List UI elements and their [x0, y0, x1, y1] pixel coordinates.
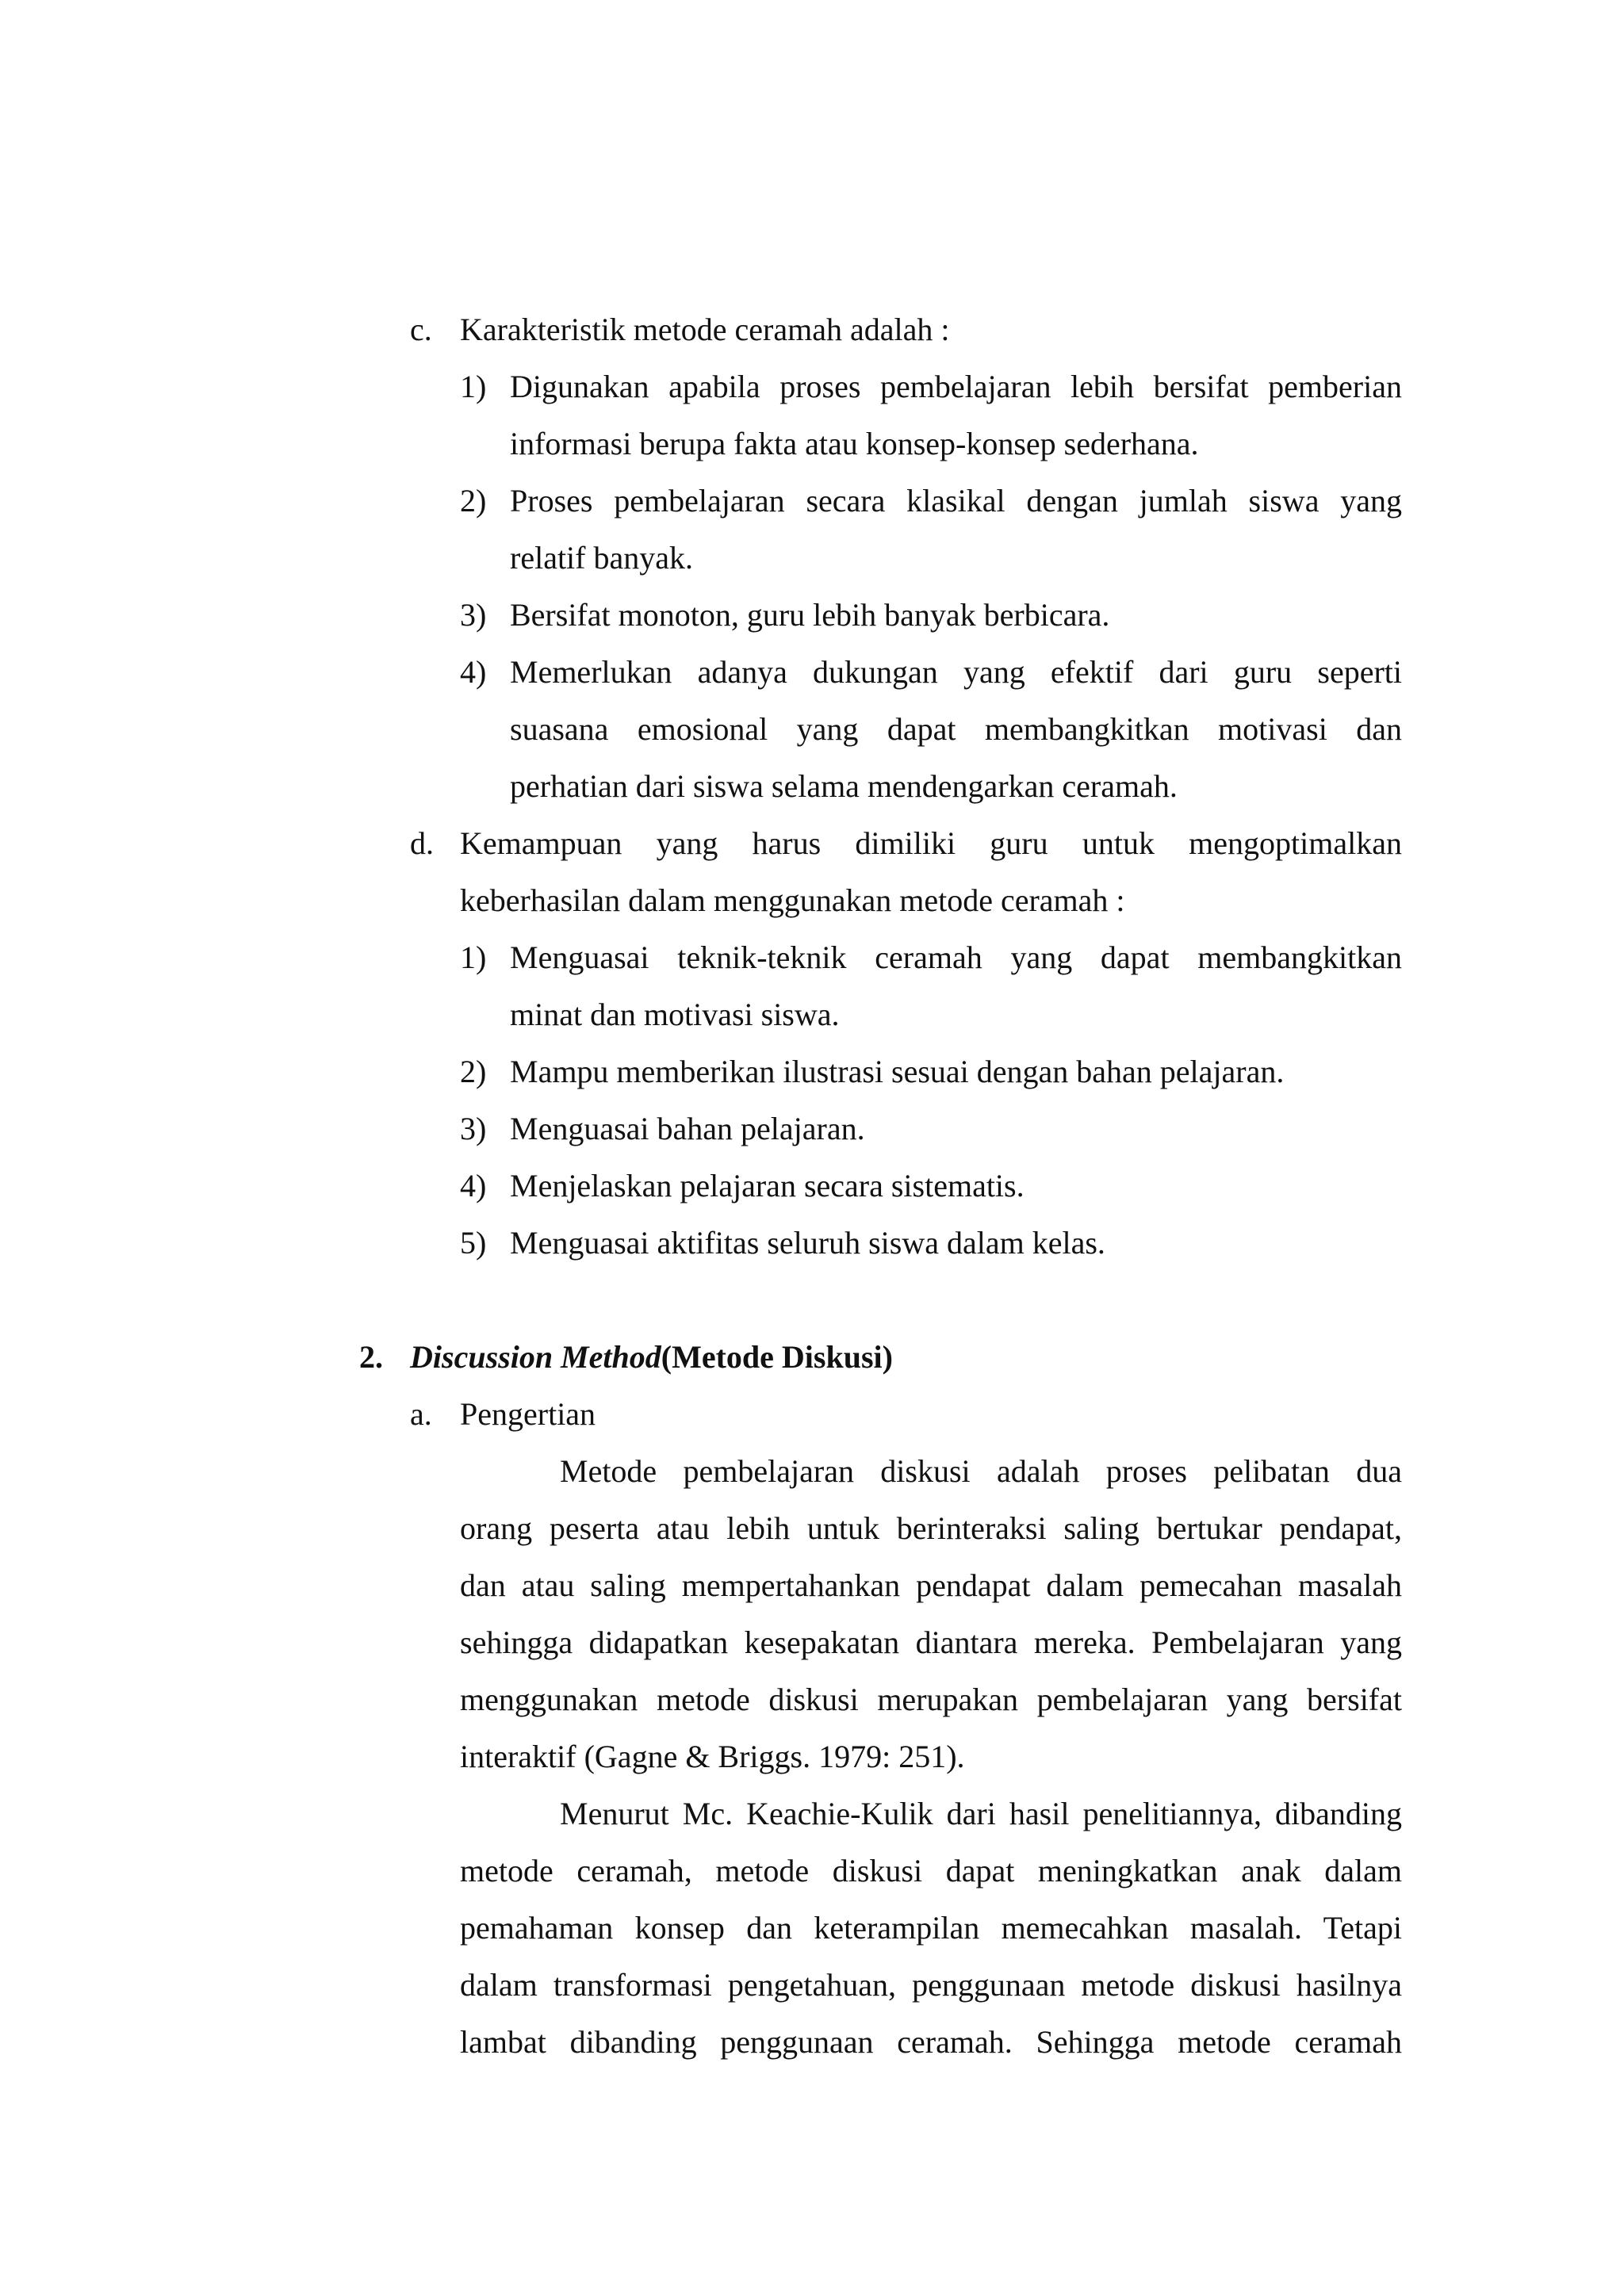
section-d-title-line: Kemampuan yang harus dimiliki guru untuk mengoptimalkan: [460, 825, 1402, 861]
list-item-line: Memerlukan adanya dukungan yang efektif dari guru seperti: [510, 654, 1402, 690]
list-item-line: suasana emosional yang dapat membangkitkan motivasi dan: [510, 711, 1402, 747]
list-item-line: Menjelaskan pelajaran secara sistematis.: [510, 1168, 1025, 1203]
section-2-heading: [410, 1338, 893, 1376]
paragraph-line: lambat dibanding penggunaan ceramah. Sehingga metode ceramah: [460, 2024, 1402, 2060]
list-item-line: Digunakan apabila proses pembelajaran lebih bersifat pemberian: [510, 369, 1402, 404]
list-item-line: perhatian dari siswa selama mendengarkan ceramah.: [510, 768, 1178, 804]
item-number: 1): [460, 369, 487, 404]
paragraph-line: Menurut Mc. Keachie-Kulik dari hasil penelitiannya, dibanding: [560, 1796, 1402, 1831]
section-2-heading-normal: (Metode Diskusi): [661, 1339, 893, 1375]
paragraph-line: dalam transformasi pengetahuan, penggunaan metode diskusi hasilnya: [460, 1967, 1402, 2003]
paragraph-line: Metode pembelajaran diskusi adalah proses pelibatan dua: [560, 1453, 1402, 1489]
section-2-heading-italic: Discussion Method: [410, 1339, 661, 1375]
paragraph-line: menggunakan metode diskusi merupakan pembelajaran yang bersifat: [460, 1682, 1402, 1717]
list-item-line: Menguasai bahan pelajaran.: [510, 1111, 865, 1146]
item-number: 2): [460, 1054, 487, 1089]
paragraph-line: pemahaman konsep dan keterampilan memecahkan masalah. Tetapi: [460, 1910, 1402, 1946]
item-number: 1): [460, 939, 487, 975]
list-item-line: Mampu memberikan ilustrasi sesuai dengan bahan pelajaran.: [510, 1054, 1285, 1089]
list-item-line: Menguasai aktifitas seluruh siswa dalam kelas.: [510, 1225, 1105, 1261]
section-c-title: Karakteristik metode ceramah adalah :: [460, 312, 950, 347]
paragraph-line: sehingga didapatkan kesepakatan diantara mereka. Pembelajaran yang: [460, 1624, 1402, 1660]
section-c-marker: c.: [410, 312, 432, 347]
list-item-line: Proses pembelajaran secara klasikal dengan jumlah siswa yang: [510, 483, 1402, 519]
item-number: 3): [460, 1111, 487, 1146]
list-item-line: informasi berupa fakta atau konsep-konsep sederhana.: [510, 426, 1199, 461]
section-d-title-line: keberhasilan dalam menggunakan metode ceramah :: [460, 882, 1125, 918]
section-d-marker: d.: [410, 825, 434, 861]
item-number: 5): [460, 1225, 487, 1261]
list-item-line: relatif banyak.: [510, 540, 693, 576]
sub-a-marker: a.: [410, 1396, 432, 1432]
paragraph-line: orang peserta atau lebih untuk berinteraksi saling bertukar pendapat,: [460, 1510, 1402, 1546]
item-number: 4): [460, 654, 487, 690]
section-2-number: 2.: [359, 1339, 383, 1375]
list-item-line: minat dan motivasi siswa.: [510, 997, 840, 1032]
paragraph-line: dan atau saling mempertahankan pendapat dalam pemecahan masalah: [460, 1567, 1402, 1603]
paragraph-line: metode ceramah, metode diskusi dapat meningkatkan anak dalam: [460, 1853, 1402, 1888]
item-number: 3): [460, 597, 487, 633]
sub-a-title: Pengertian: [460, 1396, 596, 1432]
item-number: 2): [460, 483, 487, 519]
paragraph-line: interaktif (Gagne & Briggs. 1979: 251).: [460, 1739, 965, 1774]
list-item-line: Menguasai teknik-teknik ceramah yang dapat membangkitkan: [510, 939, 1402, 975]
list-item-line: Bersifat monoton, guru lebih banyak berbicara.: [510, 597, 1110, 633]
item-number: 4): [460, 1168, 487, 1203]
